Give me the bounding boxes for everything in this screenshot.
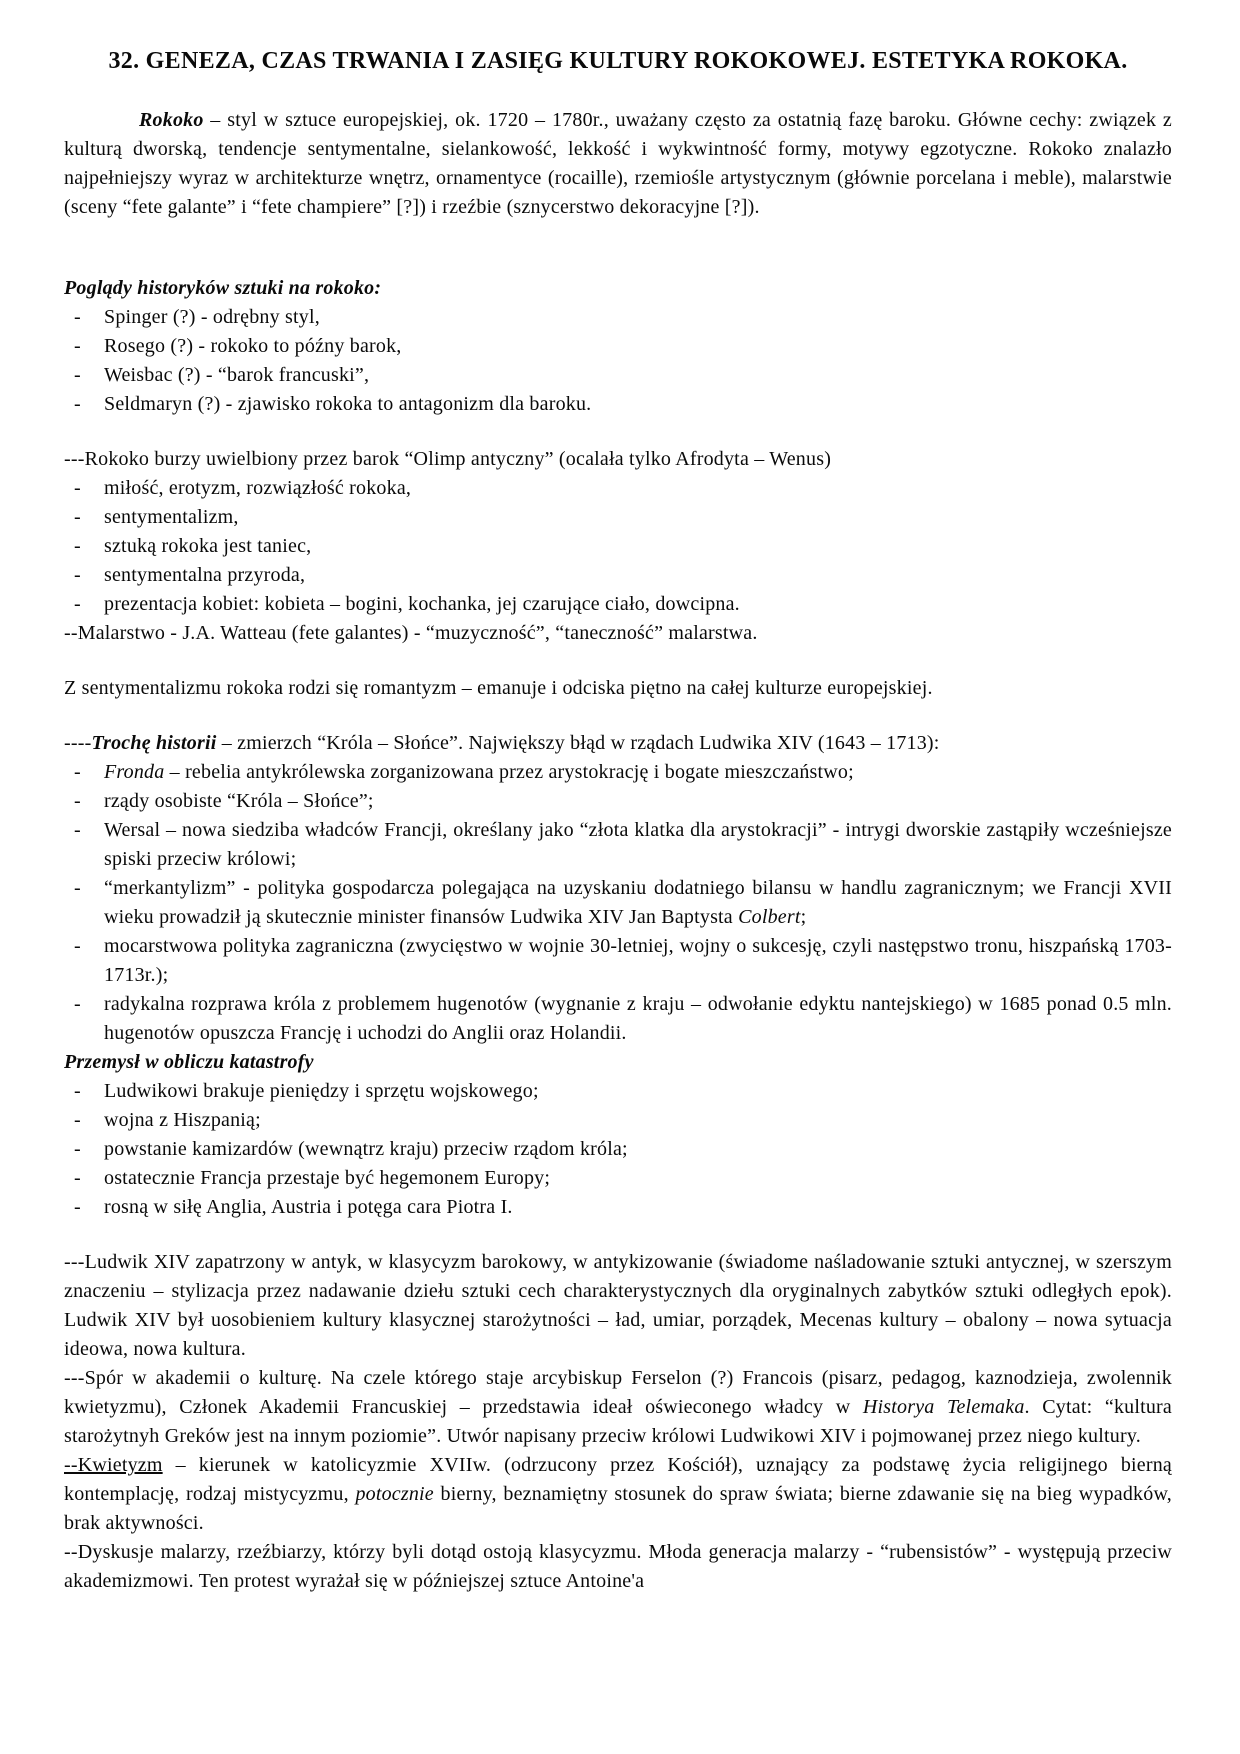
paragraph <box>64 729 1172 758</box>
list-item <box>64 532 1172 561</box>
list-item-text <box>104 332 1172 361</box>
list-item <box>64 874 1172 932</box>
list-item-text <box>104 1164 1172 1193</box>
bullet-marker: - <box>74 761 81 783</box>
bullet-marker: - <box>74 1138 81 1160</box>
bullet-marker: - <box>74 335 81 357</box>
list-item-text <box>104 390 1172 419</box>
bullet-marker: - <box>74 1196 81 1218</box>
bullet-list <box>64 303 1172 419</box>
list-item-text <box>104 990 1172 1048</box>
text-segment: miłość, erotyzm, rozwiązłość rokoka, <box>104 477 412 499</box>
list-item <box>64 361 1172 390</box>
text-segment: rosną w siłę Anglia, Austria i potęga cara Piotra I. <box>104 1196 513 1218</box>
list-item <box>64 932 1172 990</box>
list-item <box>64 1135 1172 1164</box>
list-item-text <box>104 787 1172 816</box>
text-segment: – kierunek w katolicyzmie XVIIw. (odrzucony przez Kościół), uznający za podstawę życia religijnego bierną kontemplację, rodzaj mistycyzmu, <box>64 1454 1172 1505</box>
document-content <box>64 44 1172 1596</box>
text-segment: Colbert <box>738 906 801 928</box>
text-segment: – styl w sztuce europejskiej, ok. 1720 – 1780r., uważany często za ostatnią fazę baroku. Główne cechy: związek z kulturą dworską, tendencje sentymentalne, sielankowość, lekkość i wykwintność formy, motywy egzotyczne. Rokoko znalazło najpełniejszy wyraz w architekturze wnętrz, ornamentyce (rocaille), rzemiośle artystycznym (głównie porcelana i meble), malarstwie (sceny “fete galante” i “fete champiere” [?]) i rzeźbie (sznycerstwo dekoracyjne [?]). <box>64 109 1172 218</box>
text-segment: Weisbac (?) - “barok francuski”, <box>104 364 370 386</box>
text-segment: Przemysł w obliczu katastrofy <box>64 1051 314 1073</box>
vertical-spacer <box>64 648 1172 674</box>
text-segment: sztuką rokoka jest taniec, <box>104 535 312 557</box>
list-item <box>64 561 1172 590</box>
bullet-marker: - <box>74 877 81 899</box>
list-item <box>64 816 1172 874</box>
section-heading <box>64 274 1172 303</box>
bullet-marker: - <box>74 393 81 415</box>
paragraph <box>64 674 1172 703</box>
text-segment: ---Ludwik XIV zapatrzony w antyk, w klasycyzm barokowy, w antykizowanie (świadome naśladowanie sztuki antycznej, w szerszym znaczeniu – stylizacja przez nadawanie dziełu sztuki cech charakterystycznych dla oryginalnych zabytków sztuki odległych epok). Ludwik XIV był uosobieniem kultury klasycznej starożytności – ład, umiar, porządek, Mecenas kultury – obalony – nowa sytuacja ideowa, nowa kultura. <box>64 1251 1172 1360</box>
list-item <box>64 332 1172 361</box>
text-segment: ---Rokoko burzy uwielbiony przez barok “Olimp antyczny” (ocalała tylko Afrodyta – Wenus) <box>64 448 832 470</box>
text-segment: ---Spór w akademii o kulturę. Na czele którego staje arcybiskup Ferselon (?) Francois (pisarz, pedagog, kaznodzieja, zwolennik kwietyzmu), Członek Akademii Francuskiej – przedstawia ideał oświeconego władcy w <box>64 1367 1172 1418</box>
list-item-text <box>104 1106 1172 1135</box>
bullet-marker: - <box>74 593 81 615</box>
list-item-text <box>104 1077 1172 1106</box>
bullet-marker: - <box>74 819 81 841</box>
bullet-marker: - <box>74 1167 81 1189</box>
bullet-marker: - <box>74 1109 81 1131</box>
paragraph <box>64 445 1172 474</box>
list-item-text <box>104 816 1172 874</box>
list-item-text <box>104 758 1172 787</box>
bullet-marker: - <box>74 506 81 528</box>
list-item <box>64 390 1172 419</box>
text-segment: – rebelia antykrólewska zorganizowana przez arystokrację i bogate mieszczaństwo; <box>164 761 854 783</box>
text-segment: prezentacja kobiet: kobieta – bogini, kochanka, jej czarujące ciało, dowcipna. <box>104 593 740 615</box>
bullet-list <box>64 474 1172 619</box>
text-segment: Fronda <box>104 761 165 783</box>
list-item-text <box>104 590 1172 619</box>
text-segment: --Kwietyzm <box>64 1454 163 1476</box>
vertical-spacer <box>64 703 1172 729</box>
paragraph <box>64 619 1172 648</box>
text-segment: Spinger (?) - odrębny styl, <box>104 306 320 328</box>
text-segment: 32. GENEZA, CZAS TRWANIA I ZASIĘG KULTURY ROKOKOWEJ. ESTETYKA ROKOKA. <box>108 48 1128 74</box>
list-item <box>64 1164 1172 1193</box>
document-title <box>64 44 1172 78</box>
text-segment: --Malarstwo - J.A. Watteau (fete galantes) - “muzyczność”, “taneczność” malarstwa. <box>64 622 758 644</box>
bullet-marker: - <box>74 477 81 499</box>
vertical-spacer <box>64 1222 1172 1248</box>
list-item-text <box>104 932 1172 990</box>
list-item <box>64 1077 1172 1106</box>
text-segment: Ludwikowi brakuje pieniędzy i sprzętu wojskowego; <box>104 1080 539 1102</box>
text-segment: – zmierzch “Króla – Słońce”. Największy błąd w rządach Ludwika XIV (1643 – 1713): <box>216 732 940 754</box>
text-segment: mocarstwowa polityka zagraniczna (zwycięstwo w wojnie 30-letniej, wojny o sukcesję, czyli następstwo tronu, hiszpańską 1703-1713r.); <box>104 935 1172 986</box>
text-segment: bierny, beznamiętny stosunek do spraw świata; bierne zdawanie się na bieg wypadków, brak aktywności. <box>64 1483 1172 1534</box>
list-item <box>64 990 1172 1048</box>
text-segment: . Cytat: “kultura starożytnyh Greków jest na innym poziomie”. Utwór napisany przeciw królowi Ludwikowi XIV i pojmowanej przez niego kultury. <box>64 1396 1172 1447</box>
text-segment: Poglądy historyków sztuki na rokoko: <box>64 277 382 299</box>
list-item-text <box>104 874 1172 932</box>
text-segment: Rosego (?) - rokoko to późny barok, <box>104 335 402 357</box>
paragraph <box>64 1248 1172 1364</box>
list-item-text <box>104 474 1172 503</box>
list-item <box>64 1193 1172 1222</box>
bullet-marker: - <box>74 535 81 557</box>
list-item <box>64 1106 1172 1135</box>
bullet-marker: - <box>74 790 81 812</box>
text-segment: ; <box>800 906 807 928</box>
text-segment: Wersal – nowa siedziba władców Francji, określany jako “złota klatka dla arystokracji” - intrygi dworskie zastąpiły wcześniejsze spiski przeciw królowi; <box>104 819 1172 870</box>
list-item <box>64 758 1172 787</box>
bullet-marker: - <box>74 306 81 328</box>
list-item <box>64 474 1172 503</box>
bullet-marker: - <box>74 935 81 957</box>
list-item <box>64 787 1172 816</box>
section-heading <box>64 1048 1172 1077</box>
list-item <box>64 590 1172 619</box>
list-item-text <box>104 503 1172 532</box>
paragraph <box>64 106 1172 222</box>
text-segment: rządy osobiste “Króla – Słońce”; <box>104 790 374 812</box>
text-segment: potocznie <box>355 1483 434 1505</box>
list-item <box>64 503 1172 532</box>
list-item-text <box>104 1193 1172 1222</box>
text-segment: Rokoko <box>139 109 204 131</box>
text-segment: sentymentalna przyroda, <box>104 564 306 586</box>
list-item-text <box>104 1135 1172 1164</box>
paragraph <box>64 1451 1172 1538</box>
list-item <box>64 303 1172 332</box>
text-segment: wojna z Hiszpanią; <box>104 1109 261 1131</box>
list-item-text <box>104 561 1172 590</box>
bullet-list <box>64 758 1172 1048</box>
text-segment: “merkantylizm” - polityka gospodarcza polegająca na uzyskaniu dodatniego bilansu w handlu zagranicznym; we Francji XVII wieku prowadził ją skutecznie minister finansów Ludwika XIV Jan Baptysta <box>104 877 1172 928</box>
bullet-list <box>64 1077 1172 1222</box>
text-segment: Historya Telemaka <box>862 1396 1025 1418</box>
text-segment: --Dyskusje malarzy, rzeźbiarzy, którzy byli dotąd ostoją klasycyzmu. Młoda generacja malarzy - “rubensistów” - występują przeciw akademizmowi. Ten protest wyrażał się w późniejszej sztuce Antoine'a <box>64 1541 1172 1592</box>
bullet-marker: - <box>74 364 81 386</box>
bullet-marker: - <box>74 993 81 1015</box>
text-segment: ---- <box>64 732 92 754</box>
text-segment: ostatecznie Francja przestaje być hegemonem Europy; <box>104 1167 551 1189</box>
text-segment: powstanie kamizardów (wewnątrz kraju) przeciw rządom króla; <box>104 1138 628 1160</box>
text-segment: Seldmaryn (?) - zjawisko rokoka to antagonizm dla baroku. <box>104 393 592 415</box>
list-item-text <box>104 532 1172 561</box>
text-segment: Trochę historii <box>91 732 217 754</box>
list-item-text <box>104 361 1172 390</box>
paragraph <box>64 1364 1172 1451</box>
text-segment: sentymentalizm, <box>104 506 239 528</box>
bullet-marker: - <box>74 564 81 586</box>
list-item-text <box>104 303 1172 332</box>
bullet-marker: - <box>74 1080 81 1102</box>
text-segment: radykalna rozprawa króla z problemem hugenotów (wygnanie z kraju – odwołanie edyktu nantejskiego) w 1685 ponad 0.5 mln. hugenotów opuszcza Francję i uchodzi do Anglii oraz Holandii. <box>104 993 1172 1044</box>
vertical-spacer <box>64 419 1172 445</box>
paragraph <box>64 1538 1172 1596</box>
text-segment: Z sentymentalizmu rokoka rodzi się romantyzm – emanuje i odciska piętno na całej kulturze europejskiej. <box>64 677 933 699</box>
